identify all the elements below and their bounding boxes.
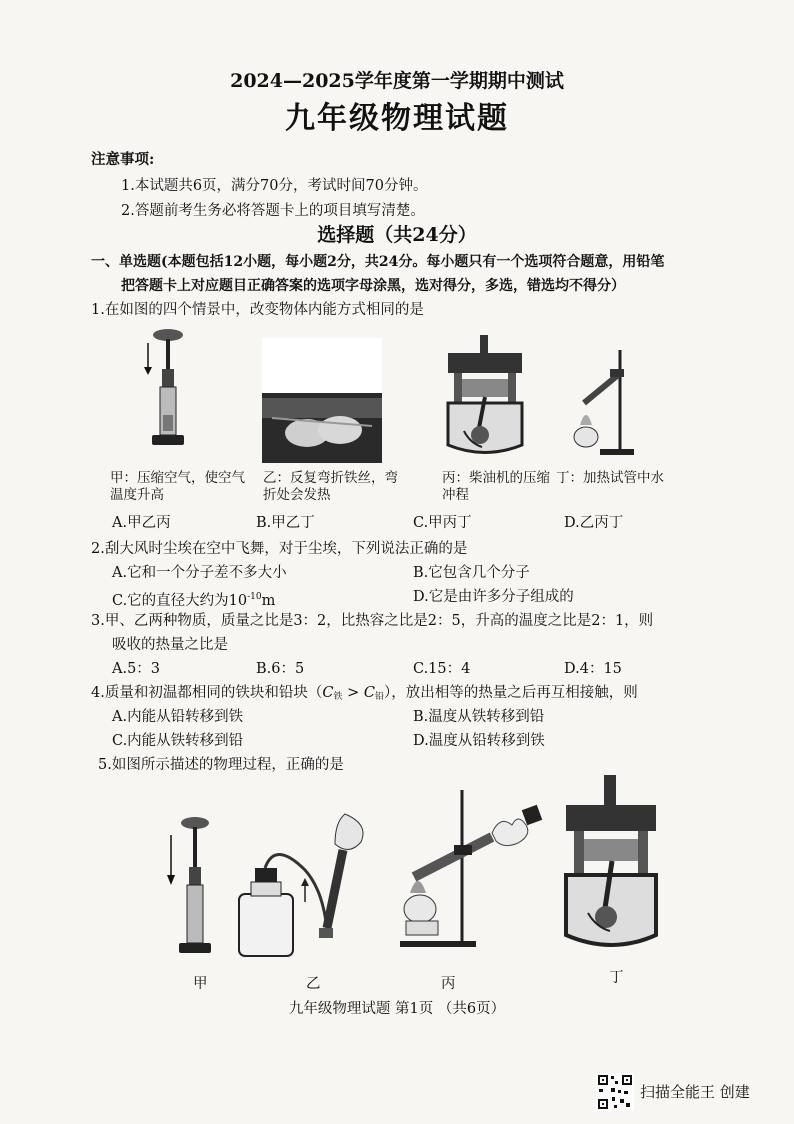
section-instruction-2: 把答题卡上对应题目正确答案的选项字母涂黑，选对得分，多选，错选均不得分） [121,278,625,294]
q4-option-c: C.内能从铁转移到铅 [112,733,244,749]
q2-option-c: C.它的直径大约为$10^{-10}m$ [112,592,276,609]
q4-option-d: D.温度从铅转移到铁 [413,733,545,749]
question-2-stem: 2.刮大风时尘埃在空中飞舞，对于尘埃，下列说法正确的是 [91,541,468,557]
notice-heading: 注意事项: [91,151,155,168]
q2-option-d: D.它是由许多分子组成的 [413,589,574,605]
q1-caption-yi: 乙：反复弯折铁丝，弯折处会发热 [263,470,398,503]
scanner-watermark: 扫描全能王 创建 [640,1083,750,1101]
question-3-stem-2: 吸收的热量之比是 [112,637,228,653]
qr-code-icon [596,1073,634,1111]
exam-title-line1: 2024—2025学年度第一学期期中测试 [230,70,564,92]
q1-option-c: C.甲丙丁 [413,515,472,531]
q2-option-a: A.它和一个分子差不多大小 [112,565,287,581]
q1-option-a: A.甲乙丙 [112,515,171,531]
q4-option-b: B.温度从铁转移到铅 [413,709,545,725]
q1-caption-bing: 丙：柴油机的压缩冲程 [442,470,550,503]
notice-item-2: 2.答题前考生务必将答题卡上的项目填写清楚。 [121,203,425,219]
q5-figure-bottle-pump [235,810,380,960]
question-3-stem-1: 3.甲、乙两种物质，质量之比是3：2，比热容之比是2：5，升高的温度之比是2：1，则 [91,613,654,629]
q3-option-a: A.5：3 [112,661,161,677]
question-5-stem: 5.如图所示描述的物理过程，正确的是 [98,757,344,773]
q1-option-d: D.乙丙丁 [564,515,624,531]
q5-figure-heating-tube-cork [400,785,550,955]
q1-figure-heating-tube [570,345,640,460]
q3-option-c: C.15：4 [413,661,471,677]
q5-label-ding: 丁 [609,970,624,986]
q2-option-b: B.它包含几个分子 [413,565,530,581]
page-footer: 九年级物理试题 第1页 （共6页） [288,1001,506,1017]
section-instruction-1: 一、单选题(本题包括12小题，每小题2分，共24分。每小题只有一个选项符合题意，用铅笔 [91,254,665,270]
q3-option-b: B.6：5 [256,661,305,677]
exam-title: 九年级物理试题 [285,101,509,136]
q5-label-yi: 乙 [306,976,321,992]
q5-figure-diesel-engine [560,775,665,955]
q5-figure-compression-tube [165,815,225,960]
q1-figure-bending-wire [262,338,382,463]
question-1-stem: 1.在如图的四个情景中，改变物体内能方式相同的是 [91,302,424,318]
q1-figure-diesel-engine [440,335,530,460]
question-4-stem: 4.质量和初温都相同的铁块和铅块$(C_铁 > C_铅)$，放出相等的热量之后再互相接触，则 [91,685,638,702]
q1-caption-jia: 甲：压缩空气，使空气温度升高 [110,470,245,503]
q3-option-d: D.4：15 [564,661,622,677]
notice-item-1: 1.本试题共6页，满分70分，考试时间70分钟。 [121,178,428,194]
q1-figure-compression-tube [140,325,200,465]
q5-label-bing: 丙 [441,976,456,992]
section-title: 选择题（共24分） [317,224,477,246]
q1-option-b: B.甲乙丁 [256,515,315,531]
q5-label-jia: 甲 [193,976,208,992]
q1-caption-ding: 丁：加热试管中水 [556,470,664,486]
q4-option-a: A.内能从铅转移到铁 [112,709,244,725]
